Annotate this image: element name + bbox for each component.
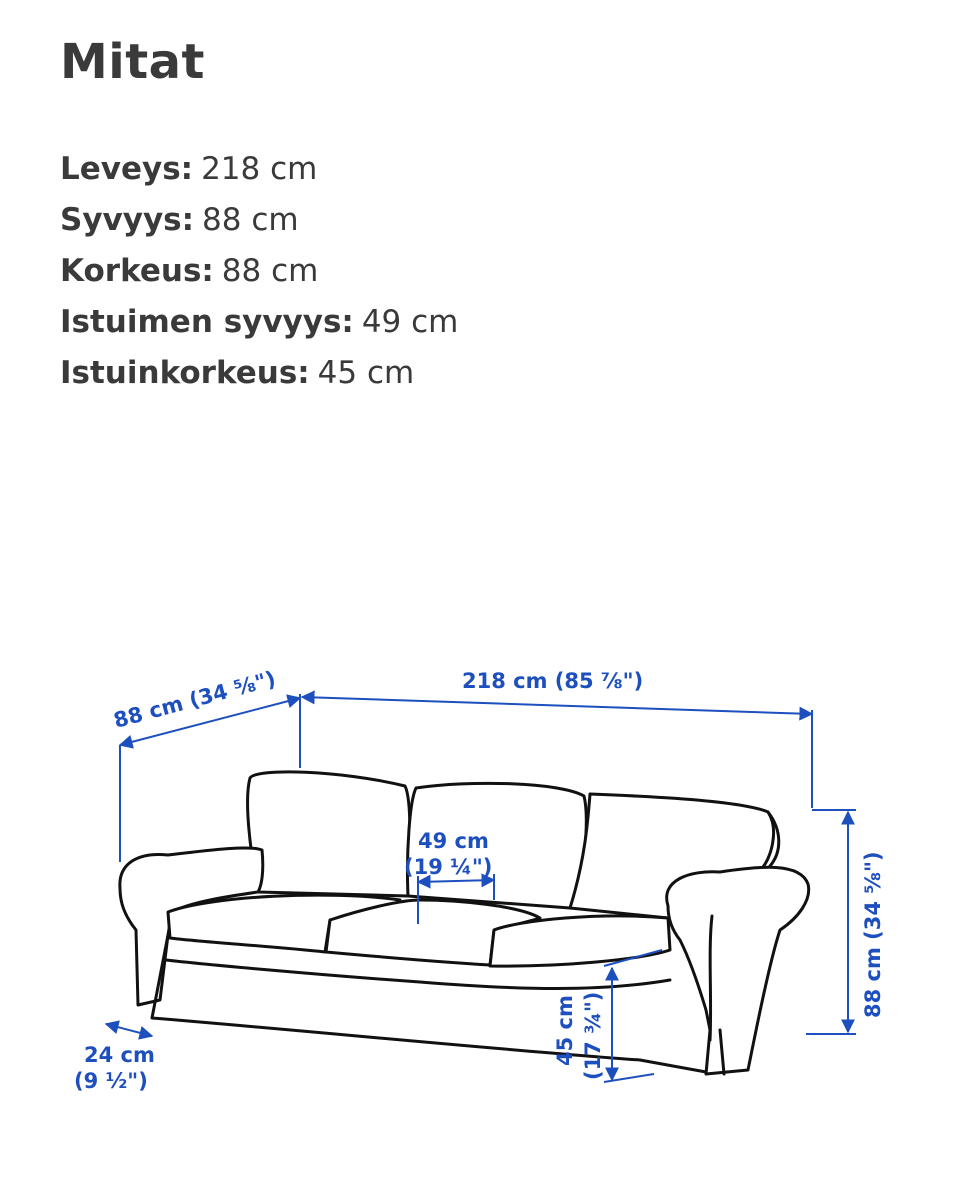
spec-value: 49 cm bbox=[361, 304, 459, 340]
dimension-specs bbox=[60, 144, 458, 399]
depth-dimension-label: 88 cm (34 ⅝") bbox=[111, 666, 279, 733]
sofa-dimension-diagram bbox=[0, 620, 960, 1190]
width-dimension-label: 218 cm (85 ⅞") bbox=[462, 669, 644, 693]
spec-label: Syvyys: bbox=[60, 202, 195, 238]
sofa-outline bbox=[120, 772, 809, 1074]
spec-width bbox=[60, 144, 458, 195]
spec-label: Korkeus: bbox=[60, 253, 214, 289]
spec-height bbox=[60, 246, 458, 297]
spec-seat-depth bbox=[60, 297, 458, 348]
seat-depth-cm-label: 49 cm bbox=[418, 829, 489, 853]
spec-seat-height bbox=[60, 348, 458, 399]
spec-value: 88 cm bbox=[202, 202, 299, 238]
sofa-drawing bbox=[0, 620, 960, 1190]
spec-label: Leveys: bbox=[60, 151, 194, 187]
spec-label: Istuinkorkeus: bbox=[60, 355, 310, 391]
right-arm-fold bbox=[710, 916, 712, 1040]
right-arm bbox=[667, 867, 809, 1074]
skirt-fold bbox=[166, 960, 670, 989]
page-title: Mitat bbox=[60, 34, 205, 90]
seat-height-cm-label: 45 cm bbox=[553, 995, 577, 1066]
leg-height-in-label: (9 ½") bbox=[74, 1069, 148, 1093]
seat-height-in-label: (17 ¾") bbox=[581, 991, 605, 1080]
height-dimension-label: 88 cm (34 ⅝") bbox=[861, 851, 885, 1018]
spec-value: 88 cm bbox=[221, 253, 319, 289]
spec-value: 218 cm bbox=[201, 151, 318, 187]
seat-cushion-right bbox=[490, 916, 670, 966]
back-cushion-left bbox=[248, 772, 410, 896]
spec-depth bbox=[60, 195, 458, 246]
leg-height-cm-label: 24 cm bbox=[84, 1043, 155, 1067]
seat-depth-in-label: (19 ¼") bbox=[404, 855, 493, 879]
spec-label: Istuimen syvyys: bbox=[60, 304, 354, 340]
spec-value: 45 cm bbox=[317, 355, 415, 391]
